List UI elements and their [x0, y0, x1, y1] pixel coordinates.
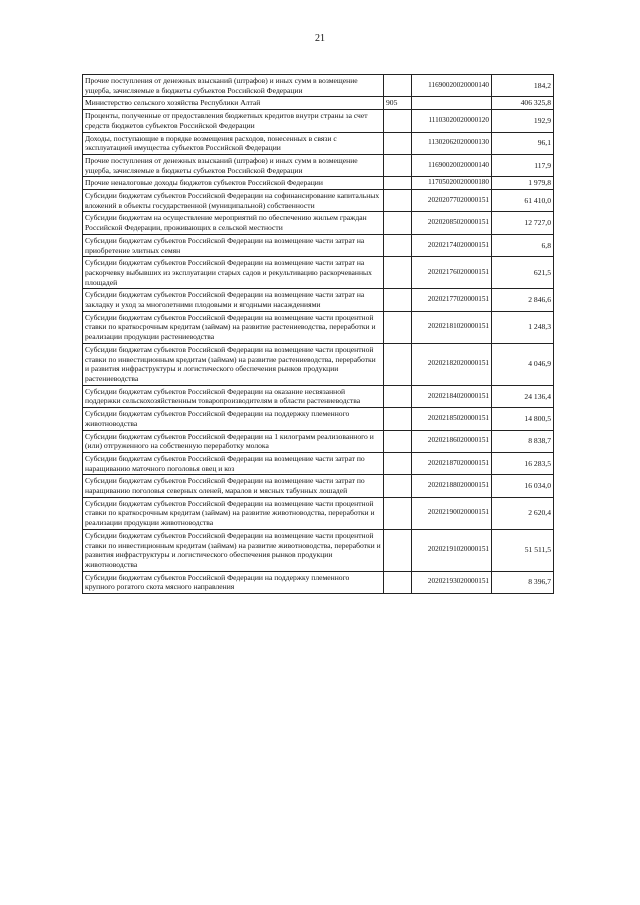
- row-amount: 51 511,5: [492, 529, 554, 571]
- table-row: [83, 571, 554, 593]
- table-row: [83, 177, 554, 190]
- row-budget-code: 20202191020000151: [412, 529, 492, 571]
- row-budget-code: 11103020020000120: [412, 110, 492, 132]
- table-row: [83, 97, 554, 110]
- row-admin-code: [384, 497, 412, 529]
- table-row: [83, 212, 554, 234]
- row-admin-code: [384, 529, 412, 571]
- row-name: Прочие неналоговые доходы бюджетов субъектов Российской Федерации: [83, 177, 384, 190]
- row-name: Субсидии бюджетам субъектов Российской Федерации на софинансирование капитальных вложений в объекты государственной (муниципальной) собственности: [83, 190, 384, 212]
- row-name: Министерство сельского хозяйства Республики Алтай: [83, 97, 384, 110]
- row-budget-code: 20202186020000151: [412, 430, 492, 452]
- table-row: [83, 343, 554, 385]
- row-budget-code: 20202174020000151: [412, 234, 492, 256]
- row-admin-code: [384, 177, 412, 190]
- row-amount: 184,2: [492, 75, 554, 97]
- row-amount: 2 620,4: [492, 497, 554, 529]
- row-amount: 16 034,0: [492, 475, 554, 497]
- table-row: [83, 497, 554, 529]
- row-admin-code: [384, 408, 412, 430]
- table-row: [83, 154, 554, 176]
- revenue-table: [82, 74, 554, 594]
- row-budget-code: 20202190020000151: [412, 497, 492, 529]
- row-admin-code: [384, 190, 412, 212]
- row-admin-code: [384, 289, 412, 311]
- row-admin-code: [384, 430, 412, 452]
- row-amount: 1 979,8: [492, 177, 554, 190]
- row-budget-code: 20202181020000151: [412, 311, 492, 343]
- page-number: 21: [315, 33, 325, 44]
- row-amount: 8 838,7: [492, 430, 554, 452]
- table-row: [83, 75, 554, 97]
- row-budget-code: 11690020020000140: [412, 75, 492, 97]
- row-admin-code: [384, 234, 412, 256]
- row-budget-code: [412, 97, 492, 110]
- table-row: [83, 110, 554, 132]
- row-amount: 61 410,0: [492, 190, 554, 212]
- table-row: [83, 257, 554, 289]
- table-row: [83, 132, 554, 154]
- row-amount: 12 727,0: [492, 212, 554, 234]
- row-name: Субсидии бюджетам на осуществление мероприятий по обеспечению жильем граждан Российской Федерации, проживающих в сельской местности: [83, 212, 384, 234]
- row-budget-code: 20202188020000151: [412, 475, 492, 497]
- row-admin-code: [384, 75, 412, 97]
- row-name: Субсидии бюджетам субъектов Российской Федерации на возмещение части затрат по наращиванию маточного поголовья овец и коз: [83, 452, 384, 474]
- row-name: Доходы, поступающие в порядке возмещения расходов, понесенных в связи с эксплуатацией имущества субъектов Российской Федерации: [83, 132, 384, 154]
- table-row: [83, 475, 554, 497]
- row-budget-code: 20202177020000151: [412, 289, 492, 311]
- row-admin-code: [384, 132, 412, 154]
- row-name: Субсидии бюджетам субъектов Российской Федерации на возмещение части процентной ставки по краткосрочным кредитам (займам) на развитие животноводства, переработки и реализации продукции животноводства: [83, 497, 384, 529]
- row-amount: 14 800,5: [492, 408, 554, 430]
- row-name: Субсидии бюджетам субъектов Российской Федерации на возмещение части затрат по наращиванию поголовья северных оленей, маралов и мясных табунных лошадей: [83, 475, 384, 497]
- row-name: Субсидии бюджетам субъектов Российской Федерации на возмещение части процентной ставки по инвестиционным кредитам (займам) на развитие животноводства, переработки и развития инфраструктуры и логистического обеспечения рынков продукции животноводства: [83, 529, 384, 571]
- row-name: Субсидии бюджетам субъектов Российской Федерации на возмещение части процентной ставки по инвестиционным кредитам (займам) на развитие растениеводства, переработки и развития инфраструктуры и логистического обеспечения рынков продукции растениеводства: [83, 343, 384, 385]
- row-amount: 24 136,4: [492, 385, 554, 407]
- table-row: [83, 430, 554, 452]
- row-amount: 192,9: [492, 110, 554, 132]
- row-budget-code: 20202182020000151: [412, 343, 492, 385]
- table-row: [83, 311, 554, 343]
- row-budget-code: 20202185020000151: [412, 408, 492, 430]
- row-budget-code: 11690020020000140: [412, 154, 492, 176]
- row-name: Субсидии бюджетам субъектов Российской Федерации на поддержку племенного животноводства: [83, 408, 384, 430]
- row-amount: 8 396,7: [492, 571, 554, 593]
- row-name: Прочие поступления от денежных взысканий (штрафов) и иных сумм в возмещение ущерба, зачисляемые в бюджеты субъектов Российской Федерации: [83, 75, 384, 97]
- table-row: [83, 408, 554, 430]
- row-budget-code: 20202193020000151: [412, 571, 492, 593]
- row-name: Прочие поступления от денежных взысканий (штрафов) и иных сумм в возмещение ущерба, зачисляемые в бюджеты субъектов Российской Федерации: [83, 154, 384, 176]
- row-budget-code: 20202077020000151: [412, 190, 492, 212]
- row-admin-code: [384, 571, 412, 593]
- row-name: Субсидии бюджетам субъектов Российской Федерации на поддержку племенного крупного рогатого скота мясного направления: [83, 571, 384, 593]
- row-admin-code: [384, 110, 412, 132]
- row-admin-code: [384, 311, 412, 343]
- row-name: Субсидии бюджетам субъектов Российской Федерации на возмещение части затрат на раскорчевку выбывших из эксплуатации старых садов и рекультивацию раскорчеванных площадей: [83, 257, 384, 289]
- table-body: [83, 75, 554, 594]
- table-row: [83, 385, 554, 407]
- row-admin-code: [384, 385, 412, 407]
- row-admin-code: 905: [384, 97, 412, 110]
- row-amount: 16 283,5: [492, 452, 554, 474]
- row-name: Субсидии бюджетам субъектов Российской Федерации на возмещение части затрат на закладку и уход за многолетними плодовыми и ягодными насаждениями: [83, 289, 384, 311]
- table-row: [83, 190, 554, 212]
- row-budget-code: 20202176020000151: [412, 257, 492, 289]
- row-name: Проценты, полученные от предоставления бюджетных кредитов внутри страны за счет средств бюджетов субъектов Российской Федерации: [83, 110, 384, 132]
- row-name: Субсидии бюджетам субъектов Российской Федерации на возмещение части процентной ставки по краткосрочным кредитам (займам) на развитие растениеводства, переработки и реализации продукции растениеводства: [83, 311, 384, 343]
- row-budget-code: 20202085020000151: [412, 212, 492, 234]
- row-admin-code: [384, 475, 412, 497]
- row-admin-code: [384, 257, 412, 289]
- row-budget-code: 11705020020000180: [412, 177, 492, 190]
- row-name: Субсидии бюджетам субъектов Российской Федерации на оказание несвязанной поддержки сельскохозяйственным товаропроизводителям в области растениеводства: [83, 385, 384, 407]
- row-admin-code: [384, 154, 412, 176]
- table-row: [83, 529, 554, 571]
- table-row: [83, 289, 554, 311]
- row-budget-code: 20202184020000151: [412, 385, 492, 407]
- row-admin-code: [384, 452, 412, 474]
- row-amount: 6,8: [492, 234, 554, 256]
- row-budget-code: 20202187020000151: [412, 452, 492, 474]
- row-name: Субсидии бюджетам субъектов Российской Федерации на возмещение части затрат на приобретение элитных семян: [83, 234, 384, 256]
- row-amount: 1 248,3: [492, 311, 554, 343]
- row-amount: 117,9: [492, 154, 554, 176]
- row-admin-code: [384, 343, 412, 385]
- row-amount: 406 325,8: [492, 97, 554, 110]
- row-amount: 621,5: [492, 257, 554, 289]
- row-admin-code: [384, 212, 412, 234]
- row-amount: 96,1: [492, 132, 554, 154]
- row-amount: 4 046,9: [492, 343, 554, 385]
- row-name: Субсидии бюджетам субъектов Российской Федерации на 1 килограмм реализованного и (или) отгруженного на собственную переработку молока: [83, 430, 384, 452]
- table-row: [83, 452, 554, 474]
- row-amount: 2 846,6: [492, 289, 554, 311]
- row-budget-code: 11302062020000130: [412, 132, 492, 154]
- table-row: [83, 234, 554, 256]
